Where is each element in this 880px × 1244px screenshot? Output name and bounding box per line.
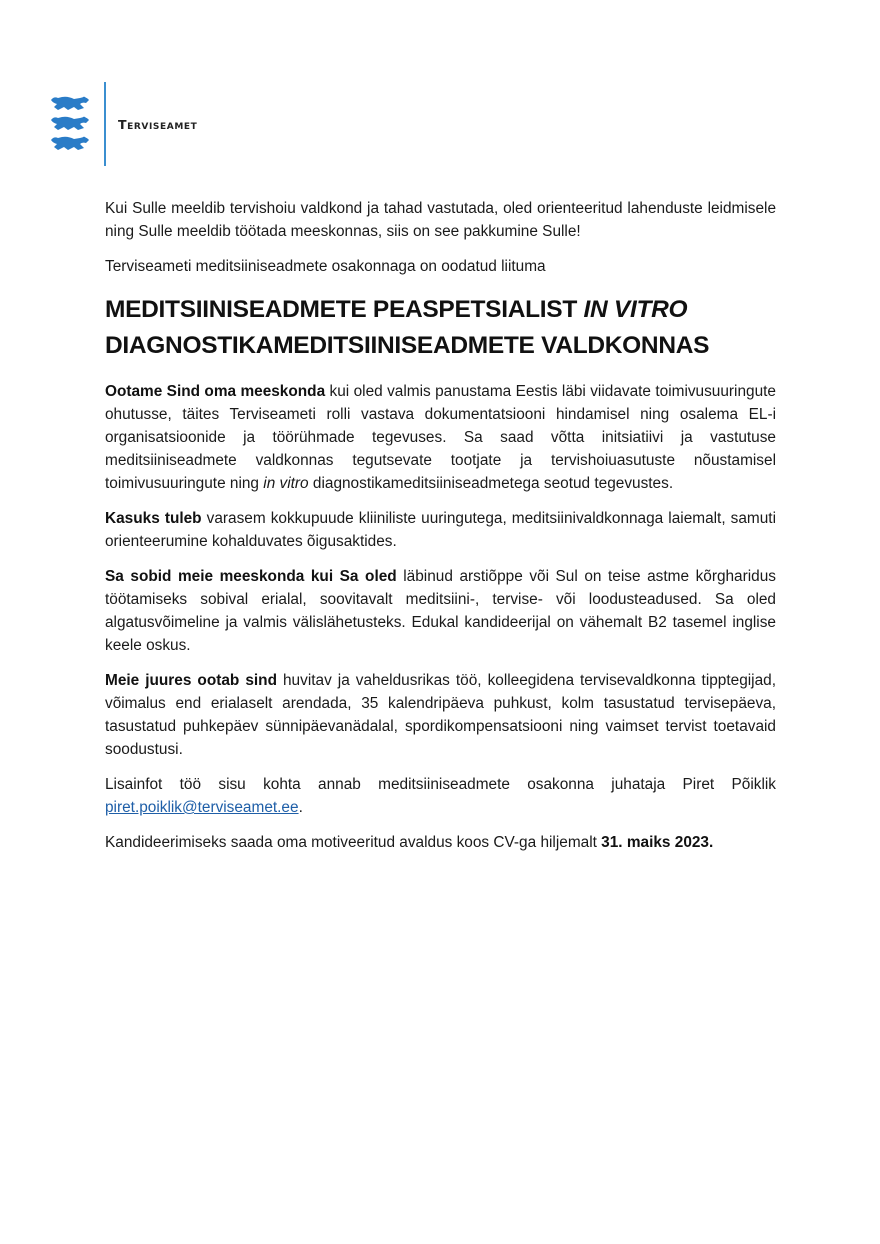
agency-logo [48, 82, 197, 166]
team-lead: Ootame Sind oma meeskonda [105, 383, 326, 400]
info-text: Lisainfot töö sisu kohta annab meditsiiniseadmete osakonna juhataja Piret Põiklik [105, 776, 776, 793]
job-title [105, 292, 776, 364]
job-title-italic: IN VITRO [583, 296, 688, 323]
intro-invite: Terviseameti meditsiiniseadmete osakonnaga on oodatud liituma [105, 258, 546, 275]
team-italic: in vitro [263, 475, 309, 492]
job-title-part2: DIAGNOSTIKAMEDITSIINISEADMETE VALDKONNAS [105, 332, 710, 359]
team-paragraph [105, 380, 776, 495]
apply-paragraph [105, 831, 776, 854]
contact-email-link[interactable]: piret.poiklik@terviseamet.ee [105, 799, 299, 816]
document-body [105, 197, 776, 866]
benefit-paragraph [105, 507, 776, 553]
fit-paragraph [105, 565, 776, 657]
info-after: . [298, 799, 303, 816]
fit-text: läbinud arstiõppe või Sul on teise astme kõrgharidus töötamiseks sobival erialal, soovitavalt meditsiini-, tervise- või loodusteadused. Sa oled algatusvõimeline ja valmis välislähetusteks. Edukal kandideerijal on vähemalt B2 tasemel inglise keele oskus. [105, 568, 776, 654]
team-text-1: kui oled valmis panustama Eestis läbi viidavate toimivusuuringute ohutusse, täites Terviseameti rolli vastava dokumentatsiooni hindamisel ning osalema EL-i organisatsioonide ja töörühmade tegevuses. Sa saad võtta initsiatiivi ja vastutuse meditsiiniseadmete valdkonnas tegutsevate tootjate ja tervishoiuasutuste nõustamisel toimivusuuringute ning [105, 383, 776, 492]
apply-text: Kandideerimiseks saada oma motiveeritud avaldus koos CV-ga hiljemalt [105, 834, 602, 851]
apply-deadline: 31. maiks 2023. [601, 834, 714, 851]
info-paragraph [105, 773, 776, 819]
logo-divider [104, 82, 106, 166]
intro-paragraph: Kui Sulle meeldib tervishoiu valdkond ja tahad vastutada, oled orienteeritud lahenduste leidmisele ning Sulle meeldib töötada meeskonnas, siis on see pakkumine Sulle! [105, 200, 776, 240]
offer-text: huvitav ja vaheldusrikas töö, kolleegidena tervisevaldkonna tipptegijad, võimalus end erialaselt arendada, 35 kalendripäeva puhkust, kolm tasustatud tervisepäeva, tasustatud puhkepäev sünnipäevanädalal, spordikompensatsiooni ning vaimset tervist toetavaid soodustusi. [105, 672, 776, 758]
benefit-lead: Kasuks tuleb [105, 510, 202, 527]
benefit-text: varasem kokkupuude kliiniliste uuringutega, meditsiinivaldkonnaga laiemalt, samuti orienteerumine kohalduvates õigusaktides. [105, 510, 777, 550]
job-title-part1: MEDITSIINISEADMETE PEASPETSIALIST [105, 296, 584, 323]
offer-paragraph [105, 669, 776, 761]
agency-name: Terviseamet [118, 116, 198, 132]
offer-lead: Meie juures ootab sind [105, 672, 277, 689]
team-text-2: diagnostikameditsiiniseadmetega seotud tegevustes. [308, 475, 674, 492]
fit-lead: Sa sobid meie meeskonda kui Sa oled [105, 568, 397, 585]
three-lions-coat-of-arms-icon [48, 94, 92, 154]
